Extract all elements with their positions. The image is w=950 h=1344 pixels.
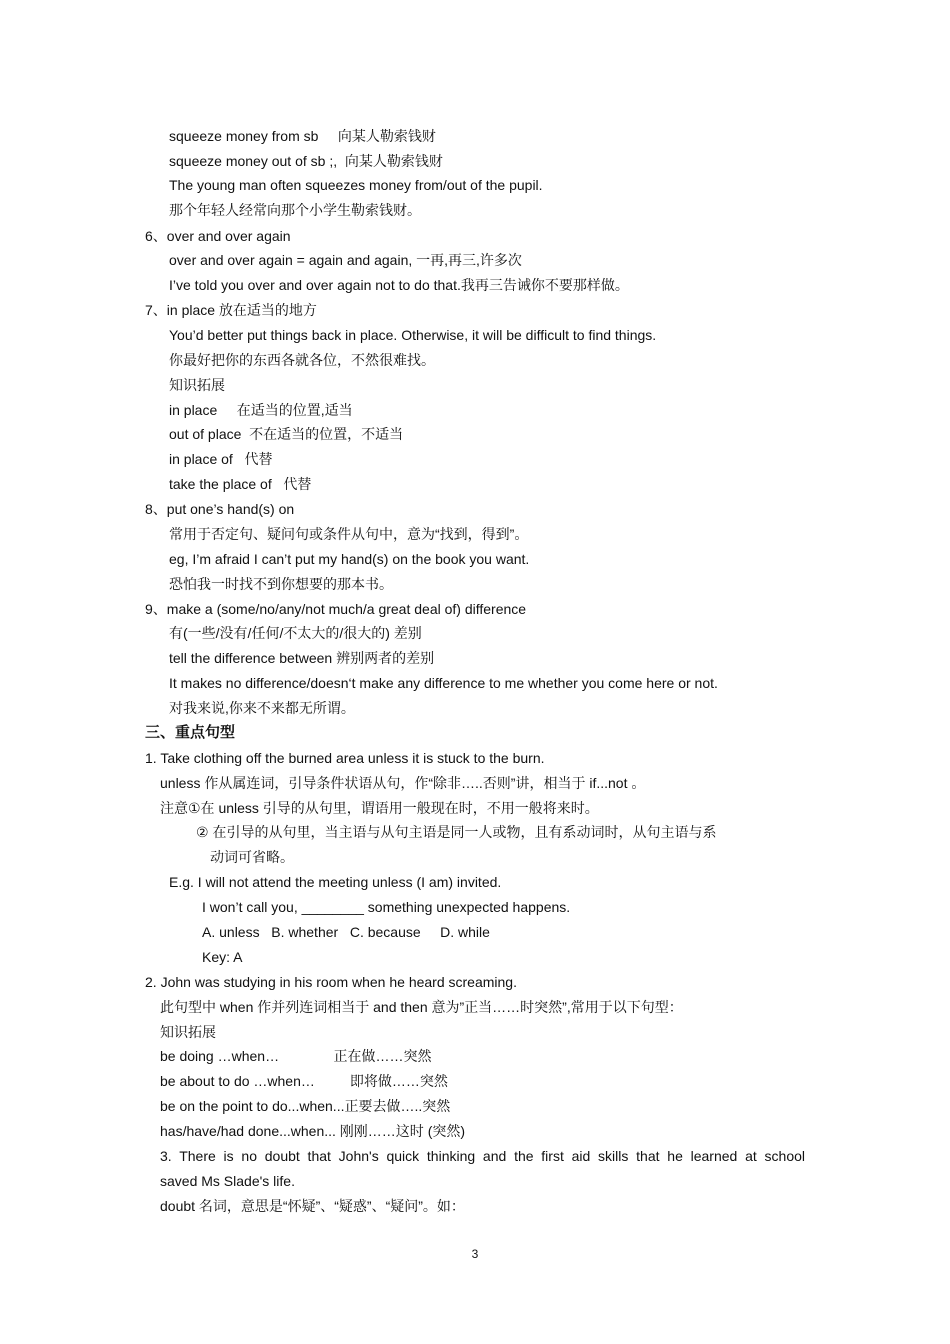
text-line: 知识拓展 [169,377,225,393]
text-line: 对我来说,你来不来都无所谓。 [169,700,355,716]
text-line: over and over again = again and again, 一再,再三,许多次 [169,252,522,268]
text-line: take the place of 代替 [169,476,312,492]
text-line: ② 在引导的从句里，当主语与从句主语是同一人或物，且有系动词时，从句主语与系 [196,824,717,840]
text-line: in place 在适当的位置,适当 [169,402,353,418]
sentence-1: 1. Take clothing off the burned area unless it is stuck to the burn. [145,750,545,766]
text-line: 有(一些/没有/任何/不太大的/很大的) 差别 [169,625,422,641]
text-line: 你最好把你的东西各就各位，不然很难找。 [169,352,435,368]
text-line: 知识拓展 [160,1024,216,1040]
text-line: squeeze money out of sb ;, 向某人勒索钱财 [169,153,443,169]
text-line: 恐怕我一时找不到你想要的那本书。 [169,576,393,592]
text-line: be on the point to do...when...正要去做…..突然 [160,1098,451,1114]
item-heading-6: 6、over and over again [145,228,291,244]
text-line: 此句型中 when 作并列连词相当于 and then 意为”正当……时突然”,常用于以下句型： [160,999,683,1015]
text-line: in place of 代替 [169,451,273,467]
text-line: E.g. I will not attend the meeting unless (I am) invited. [169,874,502,890]
text-line: unless 作从属连词，引导条件状语从句，作“除非…..否则”讲，相当于 if...not 。 [160,775,646,791]
text-line: be about to do …when… 即将做……突然 [160,1073,448,1089]
text-line: The young man often squeezes money from/out of the pupil. [169,177,543,193]
text-line: 常用于否定句、疑问句或条件从句中，意为“找到，得到”。 [169,526,529,542]
page-number: 3 [471,1247,479,1261]
section-heading: 三、重点句型 [145,724,236,741]
text-line: Key: A [202,949,243,965]
sentence-3: 3. There is no doubt that John's quick thinking and the first aid skills that he learned at school [160,1148,805,1164]
text-line: out of place 不在适当的位置，不适当 [169,426,404,442]
text-line: 注意①在 unless 引导的从句里，谓语用一般现在时，不用一般将来时。 [160,800,599,816]
sentence-2: 2. John was studying in his room when he heard screaming. [145,974,517,990]
text-line: 那个年轻人经常向那个小学生勒索钱财。 [169,202,421,218]
text-line: A. unless B. whether C. because D. while [202,924,490,940]
text-line: You’d better put things back in place. Otherwise, it will be difficult to find things. [169,327,657,343]
text-line: squeeze money from sb 向某人勒索钱财 [169,128,436,144]
text-line: It makes no difference/doesn‘t make any difference to me whether you come here or not. [169,675,718,691]
text-line: saved Ms Slade's life. [160,1173,295,1189]
item-heading-7: 7、in place 放在适当的地方 [145,302,317,318]
item-heading-8: 8、put one’s hand(s) on [145,501,295,517]
text-line: 动词可省略。 [210,849,294,865]
text-line: I’ve told you over and over again not to do that.我再三告诫你不要那样做。 [169,277,629,293]
text-line: has/have/had done...when... 刚刚……这时 (突然) [160,1123,466,1139]
text-line: eg, I’m afraid I can’t put my hand(s) on the book you want. [169,551,530,567]
text-line: I won’t call you, ________ something unexpected happens. [202,899,571,915]
item-heading-9: 9、make a (some/no/any/not much/a great deal of) difference [145,601,527,617]
text-line: be doing …when… 正在做……突然 [160,1048,432,1064]
text-line: doubt 名词，意思是“怀疑”、“疑惑”、“疑问”。如： [160,1198,465,1214]
text-line: tell the difference between 辨别两者的差别 [169,650,435,666]
